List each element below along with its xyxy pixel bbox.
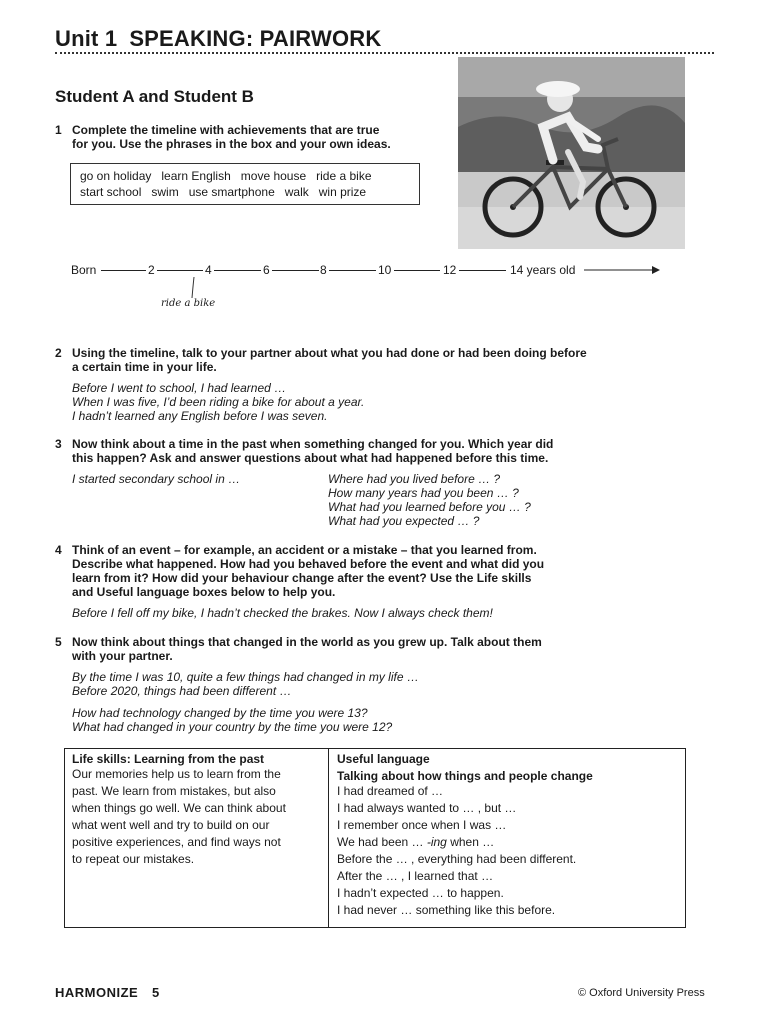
useful-language-line: I had always wanted to … , but … [337, 801, 517, 815]
useful-language-line: I remember once when I was … [337, 818, 507, 832]
q2-line: Using the timeline, talk to your partner about what you had done or had been doing before [72, 346, 587, 360]
timeline-label: 14 years old [510, 263, 576, 277]
q3-example-right: How many years had you been … ? [328, 486, 519, 500]
life-skills-heading: Life skills: Learning from the past [72, 752, 265, 766]
q2-text [72, 346, 587, 374]
unit-label: Unit 1 [55, 26, 118, 51]
phrase-box [70, 163, 420, 205]
q4-line: Think of an event – for example, an accident or a mistake – that you learned from. [72, 543, 537, 557]
footer-brand: HARMONIZE [55, 985, 139, 1000]
q4-line: learn from it? How did your behaviour change after the event? Use the Life skills [72, 571, 532, 585]
life-skills-line: what went well and try to build on our [72, 818, 270, 832]
q3-text [72, 437, 553, 465]
timeline-arrow-icon [582, 265, 662, 277]
header-divider [55, 52, 714, 54]
useful-language-line: Before the … , everything had been different. [337, 852, 577, 866]
timeline-segment [272, 270, 319, 271]
life-skills-line: to repeat our mistakes. [72, 852, 195, 866]
useful-language-part: when … [446, 835, 495, 849]
q5-text [72, 635, 542, 663]
copyright: © Oxford University Press [578, 987, 705, 999]
page-title [55, 26, 381, 52]
timeline-segment [329, 270, 376, 271]
q5-example: By the time I was 10, quite a few things had changed in my life … [72, 670, 419, 684]
life-skills-line: when things go well. We can think about [72, 801, 286, 815]
timeline-label: Born [71, 263, 97, 277]
useful-language-emphasis: -ing [426, 835, 447, 849]
timeline-label: 8 [320, 263, 327, 277]
handwritten-tick-icon [188, 276, 198, 300]
page-number: 5 [152, 985, 160, 1000]
useful-language-line: I had never … something like this before. [337, 903, 556, 917]
q2-example: I hadn’t learned any English before I was seven. [72, 409, 328, 423]
q4-number: 4 [55, 543, 62, 557]
timeline-label: 12 [443, 263, 457, 277]
section-title: SPEAKING: PAIRWORK [129, 26, 382, 51]
q4-text [72, 543, 544, 599]
q3-example-right: What had you learned before you … ? [328, 500, 531, 514]
handwritten-note: ride a bike [161, 298, 216, 309]
phrase-line: start school swim use smartphone walk win prize [80, 185, 367, 199]
useful-language-line: I hadn’t expected … to happen. [337, 886, 504, 900]
timeline-segment [157, 270, 203, 271]
useful-language-line: After the … , I learned that … [337, 869, 494, 883]
q2-example: When I was five, I’d been riding a bike for about a year. [72, 395, 365, 409]
q4-line: and Useful language boxes below to help you. [72, 585, 336, 599]
life-skills-line: Our memories help us to learn from the [72, 767, 281, 781]
q2-number: 2 [55, 346, 62, 360]
q3-number: 3 [55, 437, 62, 451]
timeline-label: 6 [263, 263, 270, 277]
timeline-segment [101, 270, 146, 271]
useful-language-line: I had dreamed of … [337, 784, 444, 798]
q3-line: this happen? Ask and answer questions about what had happened before this time. [72, 451, 549, 465]
useful-language-heading: Useful language [337, 752, 430, 766]
q2-example: Before I went to school, I had learned … [72, 381, 287, 395]
child-on-bike-photo [458, 57, 685, 249]
table-column-divider [328, 748, 329, 928]
life-skills-line: positive experiences, and find ways not [72, 835, 281, 849]
useful-language-subheading: Talking about how things and people change [337, 769, 593, 783]
q5-example: Before 2020, things had been different … [72, 684, 292, 698]
timeline-segment [394, 270, 440, 271]
timeline-segment [459, 270, 506, 271]
q5-line: with your partner. [72, 649, 173, 663]
q5-number: 5 [55, 635, 62, 649]
timeline-label: 4 [205, 263, 212, 277]
child-on-bike-illustration [458, 57, 685, 249]
q1-line: Complete the timeline with achievements that are true [72, 123, 380, 137]
q5-example: How had technology changed by the time you were 13? [72, 706, 368, 720]
q1-line: for you. Use the phrases in the box and your own ideas. [72, 137, 391, 151]
useful-language-line [337, 834, 494, 851]
q5-line: Now think about things that changed in the world as you grew up. Talk about them [72, 635, 542, 649]
q1-number: 1 [55, 123, 62, 137]
q4-example: Before I fell off my bike, I hadn’t checked the brakes. Now I always check them! [72, 606, 493, 620]
phrase-line: go on holiday learn English move house ride a bike [80, 169, 372, 183]
timeline-label: 2 [148, 263, 155, 277]
useful-language-part: We had been … [337, 835, 427, 849]
timeline-label: 10 [378, 263, 392, 277]
q1-text [72, 123, 391, 151]
q3-example-right: What had you expected … ? [328, 514, 480, 528]
q2-line: a certain time in your life. [72, 360, 217, 374]
q3-line: Now think about a time in the past when something changed for you. Which year did [72, 437, 554, 451]
q3-example-right: Where had you lived before … ? [328, 472, 501, 486]
subtitle: Student A and Student B [55, 87, 254, 106]
q3-example-left: I started secondary school in … [72, 472, 241, 486]
q5-example: What had changed in your country by the time you were 12? [72, 720, 393, 734]
timeline-segment [214, 270, 261, 271]
life-skills-line: past. We learn from mistakes, but also [72, 784, 276, 798]
q4-line: Describe what happened. How had you behaved before the event and what did you [72, 557, 545, 571]
